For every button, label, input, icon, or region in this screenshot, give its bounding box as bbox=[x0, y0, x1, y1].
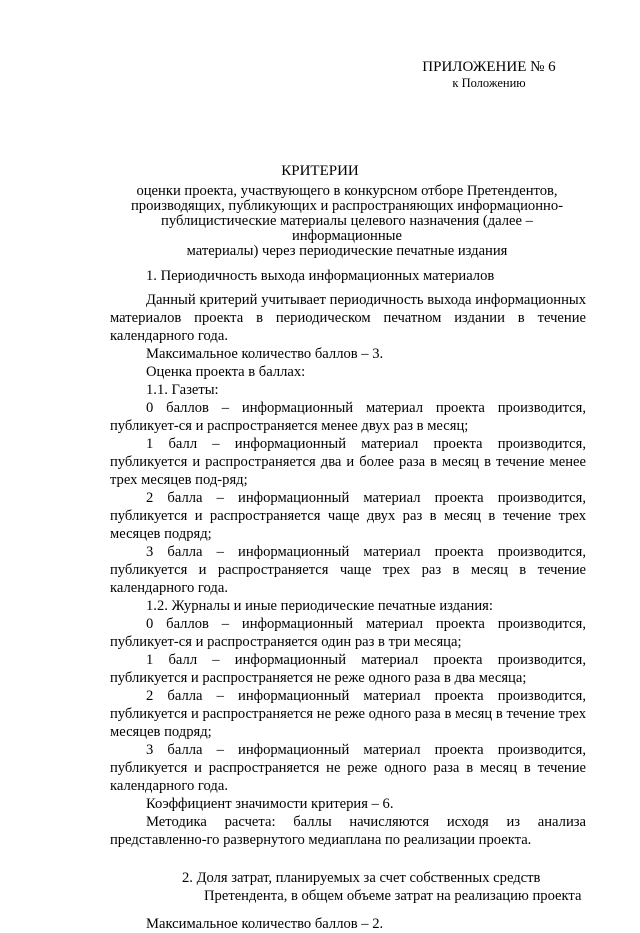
paragraph: 1.2. Журналы и иные периодические печатные издания: bbox=[146, 598, 493, 614]
paragraph: Данный критерий учитывает периодичность выхода информационных материалов проекта в периодическом печатном издании в течение календарного года. bbox=[110, 292, 586, 344]
paragraph: 2 балла – информационный материал проекта производится, публикуется и распространяется чаще двух раз в месяц в течение трех месяцев подряд; bbox=[110, 490, 586, 542]
paragraph: Оценка проекта в баллах: bbox=[146, 364, 306, 380]
document-body bbox=[110, 267, 586, 933]
paragraph: Максимальное количество баллов – 2. bbox=[146, 916, 384, 932]
paragraph: 0 баллов – информационный материал проекта производится, публикует-ся и распространяется менее двух раз в месяц; bbox=[110, 400, 586, 434]
paragraph: 1 балл – информационный материал проекта производится, публикуется и распространяется не реже одного раза в два месяца; bbox=[110, 652, 586, 686]
section-1-heading: 1. Периодичность выхода информационных материалов bbox=[146, 268, 495, 284]
appendix-subtitle: к Положению bbox=[452, 76, 526, 90]
paragraph: Максимальное количество баллов – 3. bbox=[146, 346, 384, 362]
document-title: КРИТЕРИИ bbox=[281, 163, 359, 179]
document-subtitle bbox=[108, 184, 586, 259]
subtitle-line: публицистические материалы целевого назначения (далее – информационные bbox=[161, 213, 533, 244]
subtitle-line: оценки проекта, участвующего в конкурсном отборе Претендентов, bbox=[136, 183, 558, 199]
paragraph: 2 балла – информационный материал проекта производится, публикуется и распространяется не реже одного раза в месяц в течение трех месяцев подряд; bbox=[110, 688, 586, 740]
subtitle-line: производящих, публикующих и распространяющих информационно- bbox=[130, 198, 564, 214]
paragraph: 1.1. Газеты: bbox=[146, 382, 219, 398]
subtitle-line: материалы) через периодические печатные издания bbox=[186, 243, 508, 259]
appendix-title: ПРИЛОЖЕНИЕ № 6 bbox=[422, 59, 556, 75]
paragraph: 3 балла – информационный материал проекта производится, публикуется и распространяется не реже одного раза в месяц в течение календарного года. bbox=[110, 742, 586, 794]
paragraph: Методика расчета: баллы начисляются исходя из анализа представленно-го развернутого медиаплана по реализации проекта. bbox=[110, 814, 586, 848]
paragraph: 1 балл – информационный материал проекта производится, публикуется и распространяется два и более раза в месяц в течение менее трех месяцев под-ряд; bbox=[110, 436, 586, 488]
paragraph: 3 балла – информационный материал проекта производится, публикуется и распространяется чаще трех раз в месяц в течение календарного года. bbox=[110, 544, 586, 596]
section-2-heading: 2. Доля затрат, планируемых за счет собственных средств Претендента, в общем объеме затрат на реализацию проекта bbox=[182, 870, 582, 904]
paragraph: 0 баллов – информационный материал проекта производится, публикует-ся и распространяется один раз в три месяца; bbox=[110, 616, 586, 650]
appendix-header bbox=[404, 58, 574, 91]
paragraph: Коэффициент значимости критерия – 6. bbox=[146, 796, 394, 812]
